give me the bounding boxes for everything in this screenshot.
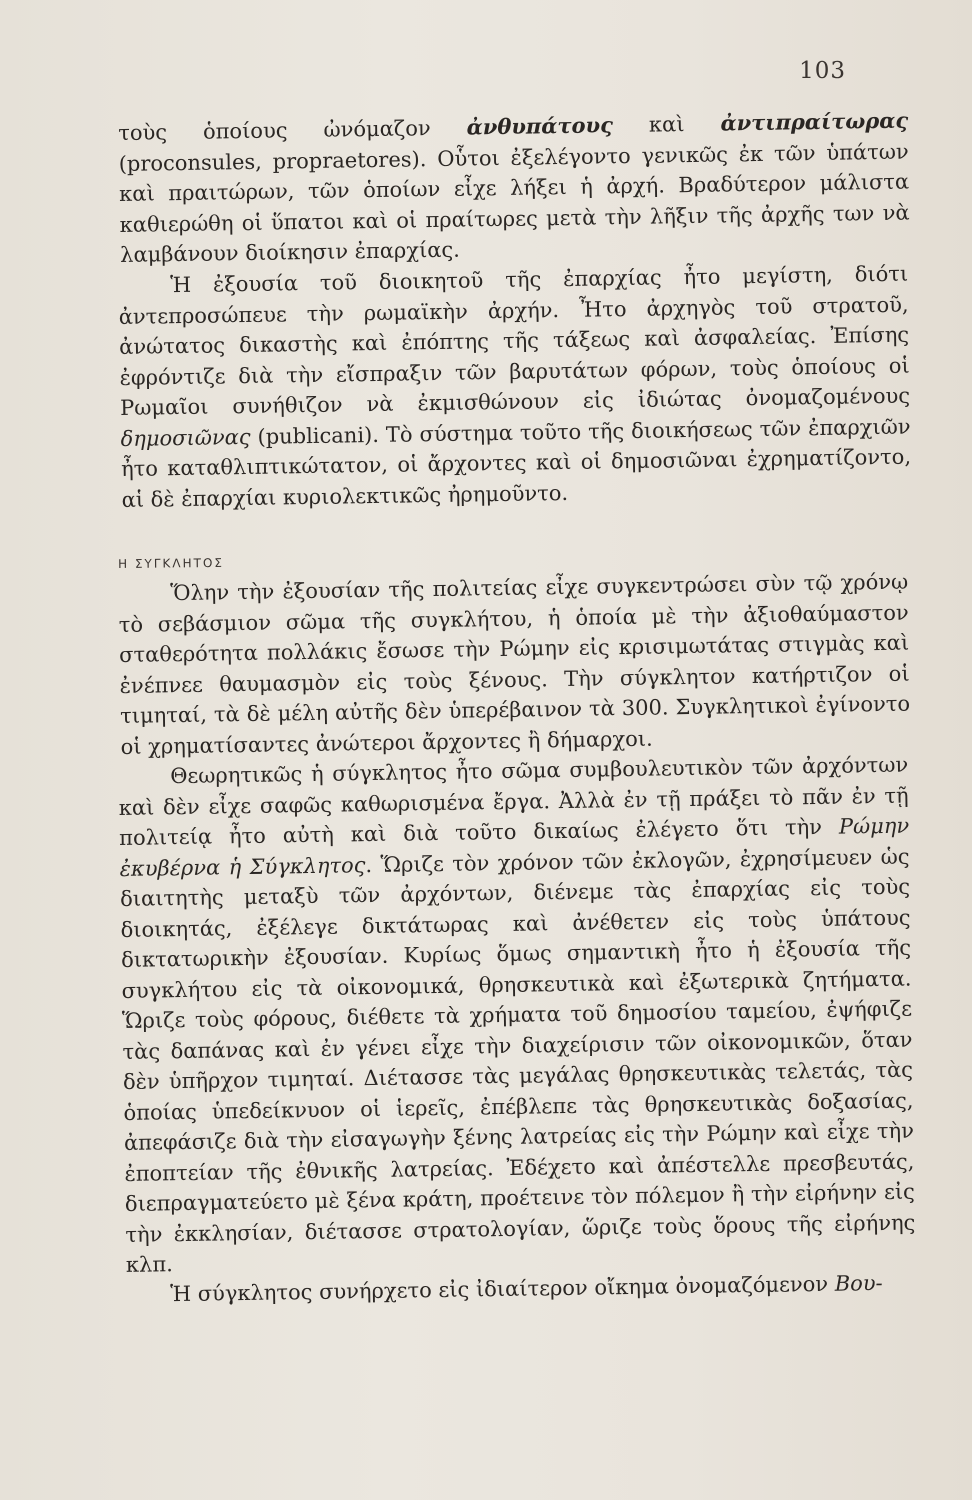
paragraph-governor-power (118, 258, 912, 514)
term-bouleuterion: Βου- (834, 1270, 883, 1296)
page-number: 103 (799, 58, 846, 84)
paragraph-text: Ὅλην τὴν ἐξουσίαν τῆς πολιτείας εἶχε συγκεντρώσει σὺν τῷ χρόνῳ τὸ σεβάσμιον σῶμα τῆς συγκλήτου, ἡ ὁποία μὲ τὴν ἀξιοθαύμαστον σταθερότητα πολλάκις ἔσωσε τὴν Ρώμην εἰς κρισιμωτάτας στιγμὰς καὶ ἐνέπνεε θαυμασμὸν εἰς τοὺς ξένους. Τὴν σύγκλητον κατήρτιζον οἱ τιμηταί, τὰ δὲ μέλη αὐτῆς δὲν ὑπερέβαινον τὰ 300. Συγκλητικοὶ ἐγίνοντο οἱ χρηματίσαντες ἀνώτεροι ἄρχοντες ἢ δήμαρχοι. (118, 569, 911, 758)
paragraph-text: . Ὥριζε τὸν χρόνον τῶν ἐκλογῶν, ἐχρησίμευεν ὡς διαιτητὴς μεταξὺ τῶν ἀρχόντων, διένεμε τὰς ἐπαρχίας εἰς τοὺς διοικητάς, ἐξέλεγε δικτάτωρας καὶ ἀνέθετεν εἰς τοὺς ὑπάτους δικτατωρικὴν ἐξουσίαν. Κυρίως ὅμως σημαντικὴ ἦτο ἡ ἐξουσία τῆς συγκλήτου εἰς τὰ οἰκονομικά, θρησκευτικὰ καὶ ἐξωτερικὰ ζητήματα. Ὥριζε τοὺς φόρους, διέθετε τὰ χρήματα τοῦ δημοσίου ταμείου, ἐψήφιζε τὰς δαπάνας καὶ ἐν γένει εἶχε τὴν διαχείρισιν τῶν οἰκονομικῶν, ὅταν δὲν ὑπῆρχον τιμηταί. Διέτασσε τὰς μεγάλας θρησκευτικὰς τελετάς, τὰς ὁποίας ὑπεδείκνυον οἱ ἱερεῖς, ἐπέβλεπε τὰς θρησκευτικὰς δοξασίας, ἀπεφάσιζε διὰ τὴν εἰσαγωγὴν ξένης λατρείας εἰς τὴν Ρώμην καὶ εἶχε τὴν ἐποπτείαν τῆς ἐθνικῆς λατρείας. Ἐδέχετο καὶ ἀπέστελλε πρεσβευτάς, διεπραγματεύετο μὲ ξένα κράτη, προέτεινε τὸν πόλεμον ἢ τὴν εἰρήνην εἰς τὴν ἐκκλησίαν, διέτασσε στρατολογίαν, ὥριζε τοὺς ὅρους τῆς εἰρήνης κλπ. (119, 843, 916, 1277)
term-publicans: δημοσιῶνας (120, 423, 251, 450)
paragraph-senate-intro (118, 566, 911, 761)
quote-senate-governs-rome: Ρώμην ἐκυβέρνα ἡ Σύγκλητος (119, 813, 910, 880)
section-heading-senate: Η ΣΥΓΚΛΗΤΟΣ (118, 555, 225, 571)
term-proconsuls: ἀνθυπάτους (466, 112, 614, 140)
paragraph-text: καὶ (612, 111, 721, 138)
paragraph-senate-powers (118, 749, 916, 1280)
paragraph-text: τοὺς ὁποίους ὠνόμαζον (118, 115, 467, 145)
page-body (118, 107, 916, 1311)
paragraph-provincial-governors (118, 106, 910, 271)
paragraph-text: Ἡ ἐξουσία τοῦ διοικητοῦ τῆς ἐπαρχίας ἦτο μεγίστη, διότι ἀντεπροσώπευε τὴν ρωμαϊκὴν ἀρχήν. Ἦτο ἀρχηγὸς τοῦ στρατοῦ, ἀνώτατος δικαστὴς καὶ ἐπόπτης τῆς τάξεως καὶ ἀσφαλείας. Ἐπίσης ἐφρόντιζε διὰ τὴν εἴσπραξιν τῶν βαρυτάτων φόρων, τοὺς ὁποίους οἱ Ρωμαῖοι συνήθιζον νὰ ἐκμισθώνουν εἰς ἰδιώτας ὀνομαζομένους (118, 261, 911, 420)
paragraph-text: Θεωρητικῶς ἡ σύγκλητος ἦτο σῶμα συμβουλευτικὸν τῶν ἀρχόντων καὶ δὲν εἶχε σαφῶς καθωρισμένα ἔργα. Ἀλλὰ ἐν τῇ πράξει τὸ πᾶν ἐν τῇ πολιτείᾳ ἦτο αὐτὴ καὶ διὰ τοῦτο δικαίως ἐλέγετο ὅτι τὴν (118, 752, 909, 850)
paragraph-text: (publicani). Τὸ σύστημα τοῦτο τῆς διοικήσεως τῶν ἐπαρχιῶν ἦτο καταθλιπτικώτατον, οἱ ἄρχοντες καὶ οἱ δημοσιῶναι ἐχρηματίζοντο, αἱ δὲ ἐπαρχίαι κυριολεκτικῶς ἠρημοῦντο. (120, 413, 912, 511)
paragraph-text: Ἡ σύγκλητος συνήρχετο εἰς ἰδιαίτερον οἴκημα ὀνομαζόμενον (170, 1271, 835, 1307)
paragraph-text: (proconsules, propraetores). Οὗτοι ἐξελέγοντο γενικῶς ἐκ τῶν ὑπάτων καὶ πραιτώρων, τῶν ὁποίων εἶχε λήξει ἡ ἀρχή. Βραδύτερον μάλιστα καθιερώθη οἱ ὕπατοι καὶ οἱ πραίτωρες μετὰ τὴν λῆξιν τῆς ἀρχῆς των νὰ λαμβάνουν διοίκησιν ἐπαρχίας. (118, 139, 910, 267)
term-propraetors: ἀντιπραίτωρας (720, 107, 909, 136)
